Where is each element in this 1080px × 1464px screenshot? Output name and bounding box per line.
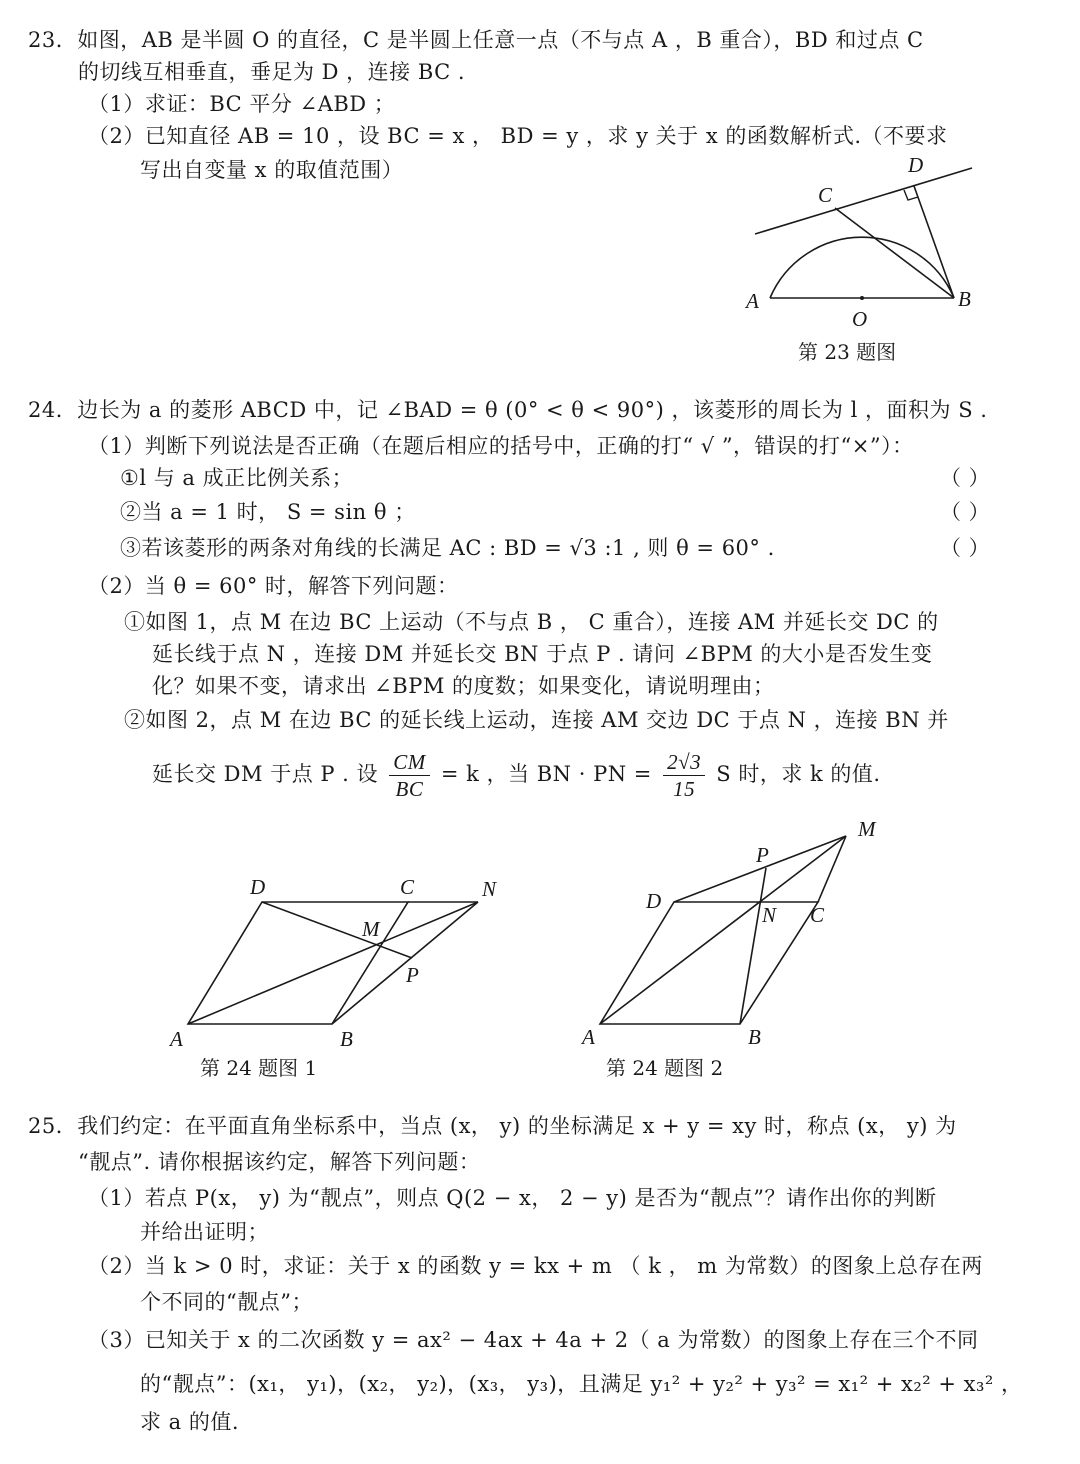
center-o-point [860,296,864,300]
label-d: D [908,153,924,177]
label-n: N [762,903,777,927]
label-p: P [406,963,419,987]
q23-line-1: 23．如图，AB 是半圆 O 的直径，C 是半圆上任意一点（不与点 A ，B 重合），BD 和过点 C [28,28,924,52]
q24-figure-1 [160,866,520,1056]
q24-statement-2: ②当 a = 1 时， S = sin θ ； [120,500,416,524]
q25-part3-end: 求 a 的值. [140,1410,240,1434]
label-d: D [250,875,266,899]
segment-bd [914,186,954,298]
label-b: B [340,1027,353,1051]
segment-cb [835,208,954,298]
label-d: D [646,889,662,913]
fraction-cm-bc [389,749,430,802]
fraction-numerator: CM [389,749,430,776]
label-c: C [810,903,825,927]
label-b: B [958,287,971,311]
q24-part2-q1-line1: ①如图 1，点 M 在边 BC 上运动（不与点 B ， C 重合），连接 AM 并延长交 DC 的 [124,610,939,634]
q24-line-1: 24．边长为 a 的菱形 ABCD 中，记 ∠BAD = θ (0° < θ < 90°) ，该菱形的周长为 l ，面积为 S . [28,398,988,422]
label-m: M [858,817,876,841]
q25-line-2: “靓点”. 请你根据该约定，解答下列问题： [78,1150,481,1174]
fraction-numerator: 2√3 [663,749,705,776]
q23-part2: （2）已知直径 AB = 10 ，设 BC = x ， BD = y ，求 y 关于 x 的函数解析式.（不要求 [88,124,948,148]
fraction-2root3-15 [663,749,705,802]
q24-part2-q2-line2 [152,744,881,804]
q24-caption-2: 第 24 题图 2 [606,1056,724,1080]
answer-bracket-2: （ ） [940,500,991,524]
q25-part2: （2）当 k > 0 时，求证：关于 x 的函数 y = kx + m （ k ， m 为常数）的图象上总存在两 [88,1254,983,1278]
q24-part2-q1-line2: 延长线于点 N ，连接 DM 并延长交 BN 于点 P . 请问 ∠BPM 的大小是否发生变 [152,642,933,666]
q24-figure-2 [570,818,910,1058]
q24-q2-text-mid: = k ，当 BN · PN = [440,762,652,786]
q24-caption-1: 第 24 题图 1 [200,1056,318,1080]
q25-part1: （1）若点 P(x， y) 为“靓点”，则点 Q(2 − x， 2 − y) 是否为“靓点”？请作出你的判断 [88,1186,937,1210]
q25-part3: （3）已知关于 x 的二次函数 y = ax² − 4ax + 4a + 2（ a 为常数）的图象上存在三个不同 [88,1328,979,1352]
semicircle-arc [770,237,954,298]
q23-line-2: 的切线互相垂直，垂足为 D ，连接 BC . [78,60,466,84]
segment-bp [740,868,766,1024]
q23-caption: 第 23 题图 [798,340,897,364]
answer-bracket-1: （ ） [940,466,991,490]
label-a: A [582,1025,595,1049]
q23-part2-cont: 写出自变量 x 的取值范围） [140,158,404,182]
q23-semicircle-figure [740,150,990,340]
segment-am [600,836,846,1024]
q24-q2-text-post: S 时，求 k 的值. [716,762,881,786]
q24-statement-3: ③若该菱形的两条对角线的长满足 AC : BD = √3 :1 , 则 θ = 60° . [120,536,775,560]
segment-dm-to-p [262,902,412,958]
rhombus-abcd [600,902,818,1024]
label-c: C [400,875,415,899]
tangent-line [755,168,972,234]
answer-bracket-3: （ ） [940,536,991,560]
label-a: A [746,289,759,313]
q24-part2-q2-line1: ②如图 2，点 M 在边 BC 的延长线上运动，连接 AM 交边 DC 于点 N ，连接 BN 并 [124,708,949,732]
label-a: A [170,1027,183,1051]
segment-bn [332,902,478,1024]
q24-part2-q1-line3: 化？如果不变，请求出 ∠BPM 的度数；如果变化，请说明理由； [152,674,775,698]
q25-part3-cont: 的“靓点”：(x₁， y₁)，(x₂， y₂)，(x₃， y₃)，且满足 y₁² + y₂² + y₃² = x₁² + x₂² + x₃² ， [140,1372,1023,1396]
label-b: B [748,1025,761,1049]
q25-part1-cont: 并给出证明； [140,1220,269,1244]
q25-part2-cont: 个不同的“靓点”； [140,1290,313,1314]
q24-part2: （2）当 θ = 60° 时，解答下列问题： [88,574,459,598]
label-m: M [362,917,380,941]
fraction-denominator: 15 [673,777,696,801]
label-p: P [756,843,769,867]
q24-statement-1: ①l 与 a 成正比例关系； [120,466,354,490]
q23-part1: （1）求证：BC 平分 ∠ABD ； [88,92,396,116]
label-c: C [818,183,833,207]
q24-q2-text-pre: 延长交 DM 于点 P . 设 [152,762,379,786]
label-n: N [482,877,497,901]
q25-line-1: 25．我们约定：在平面直角坐标系中，当点 (x， y) 的坐标满足 x + y = xy 时，称点 (x， y) 为 [28,1114,957,1138]
q24-part1: （1）判断下列说法是否正确（在题后相应的括号中，正确的打“ √ ”，错误的打“×”）： [88,434,914,458]
segment-am-to-n [188,902,478,1024]
fraction-denominator: BC [395,777,424,801]
label-o: O [852,307,868,331]
